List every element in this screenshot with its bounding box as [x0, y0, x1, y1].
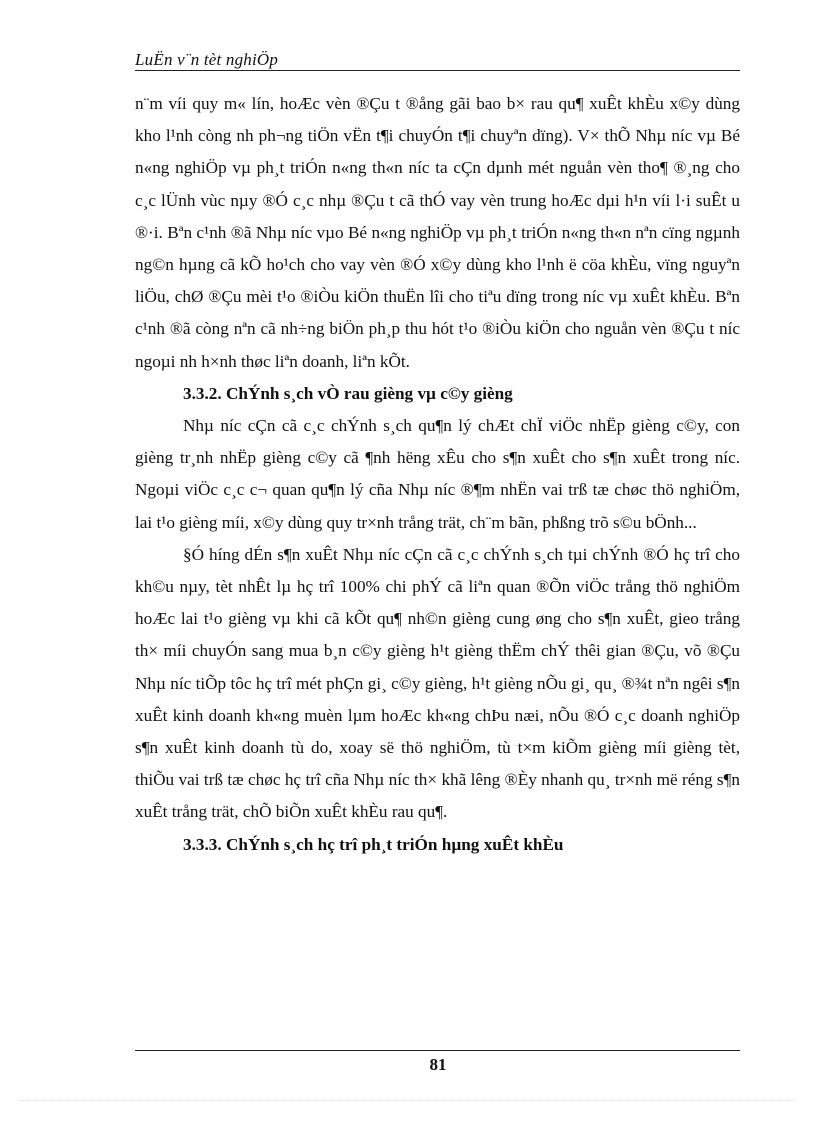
para1-line: ho¹ch cho vay vèn ®Ó x©y dùng kho l¹nh ë cöa khÈu, vïng nguyªn liÖu, chØ [135, 255, 740, 307]
para2-line: xuÊt trong níc. Ngoµi viÖc c¸c c¬ quan qu¶n lý cña Nhµ níc ®¶m nhËn vai [135, 448, 740, 500]
para3-line: tù do, xoay së thö nghiÖm, tù t×m kiÕm gièng míi gièng tèt, thiÕu vai trß tæ [135, 738, 740, 790]
header-title: LuËn v¨n tèt nghiÖp [135, 50, 279, 69]
para3-line: cho s¶n xuÊt, gieo trång th× míi chuyÓn sang mua b¸n c©y gièng h¹t gièng [135, 609, 740, 661]
para1-line: dµnh mét nguån vèn tho¶ ®¸ng cho c¸c lÜnh vùc nµy ®Ó c¸c nhµ ®Çu t cã [135, 158, 740, 210]
para1-line: n¨m víi quy m« lín, hoÆc vèn ®Çu t ®ång gãi bao b× rau qu¶ xuÊt khÈu [135, 94, 670, 113]
para1-line: ®Çu t níc ngoµi nh h×nh thøc liªn doanh, liªn kÕt. [135, 319, 740, 371]
page-number: 81 [429, 1055, 447, 1074]
paragraph-1 [135, 88, 740, 378]
para2-line: trß tæ chøc thö nghiÖm, lai t¹o gièng míi, x©y dùng quy tr×nh trång trät, [135, 480, 740, 532]
section-heading-3-3-3: 3.3.3. ChÝnh s¸ch hç trî ph¸t triÓn hµng xuÊt khÈu [183, 834, 564, 854]
para3-line: trång thö nghiÖm hoÆc lai t¹o gièng vµ khi cã kÕt qu¶ nh©n gièng cung øng [135, 577, 740, 629]
header-rule [135, 70, 740, 71]
para2-line: ch¨m bãn, phßng trõ s©u bÖnh... [469, 512, 697, 532]
para3-line: trång trät, chÕ biÕn xuÊt khÈu rau qu¶. [171, 802, 448, 822]
para1-line: x©y dùng kho l¹nh còng nh ph¬ng tiÖn vËn t¶i chuyÓn t¶i chuyªn dïng). [135, 94, 740, 146]
para1-line: c¹nh ®ã còng nªn cã nh÷ng biÖn ph¸p thu hót t¹o ®iÒu kiÖn cho nguån vèn [135, 319, 672, 339]
para3-line: §Ó híng dÉn s¶n xuÊt Nhµ níc cÇn cã c¸c chÝnh s¸ch tµi chÝnh ®Ó [183, 544, 674, 564]
para3-line: chøc hç trî cña Nhµ níc th× khã lêng ®Èy nhanh qu¸ tr×nh më réng s¶n xuÊt [135, 770, 740, 822]
para3-line: thËm chÝ thêi gian ®Çu, võ ®Çu Nhµ níc tiÕp tôc hç trî mét phÇn gi¸ c©y [135, 641, 741, 693]
section-heading-3-3-2: 3.3.2. ChÝnh s¸ch vÒ rau gièng vµ c©y gièng [183, 383, 513, 403]
para1-line: Bé n«ng nghiÖp vµ ph¸t triÓn n«ng th«n nªn cïng ngµnh ng©n hµng cã kÕ [135, 222, 740, 275]
footer-rule [135, 1050, 740, 1051]
paragraph-3 [135, 539, 740, 829]
para1-line: ®Çu mèi t¹o ®iÒu kiÖn thuËn lîi cho tiªu dïng trong níc vµ xuÊt khÈu. Bªn [208, 287, 740, 307]
para1-line: thÓ vay vèn trung hoÆc dµi h¹n víi l·i suÊt u ®·i. Bªn c¹nh ®ã Nhµ níc vµo [135, 190, 740, 242]
para3-line: gièng, h¹t gièng nÕu gi¸ qu¸ ®¾t nªn ngêi s¶n xuÊt kinh doanh kh«ng muèn [135, 673, 740, 725]
para3-line: lµm hoÆc kh«ng chÞu næi, nÕu ®Ó c¸c doanh nghiÖp s¶n xuÊt kinh doanh [135, 705, 740, 758]
para2-line: Nhµ níc cÇn cã c¸c chÝnh s¸ch qu¶n lý chÆt chÏ viÖc nhËp gièng [183, 416, 677, 436]
para2-line: c©y, con gièng tr¸nh nhËp gièng c©y cã ¶nh hëng xÊu cho s¶n xuÊt cho s¶n [135, 416, 740, 468]
page-edge-divider [20, 1100, 796, 1101]
paragraph-2 [135, 410, 740, 539]
para1-line: V× thÕ Nhµ níc vµ Bé n«ng nghiÖp vµ ph¸t triÓn n«ng th«n níc ta cÇn [135, 126, 740, 178]
page-body [135, 88, 740, 861]
para3-line: hç trî cho kh©u nµy, tèt nhÊt lµ hç trî 100% chi phÝ cã liªn quan ®Õn viÖc [135, 544, 740, 597]
